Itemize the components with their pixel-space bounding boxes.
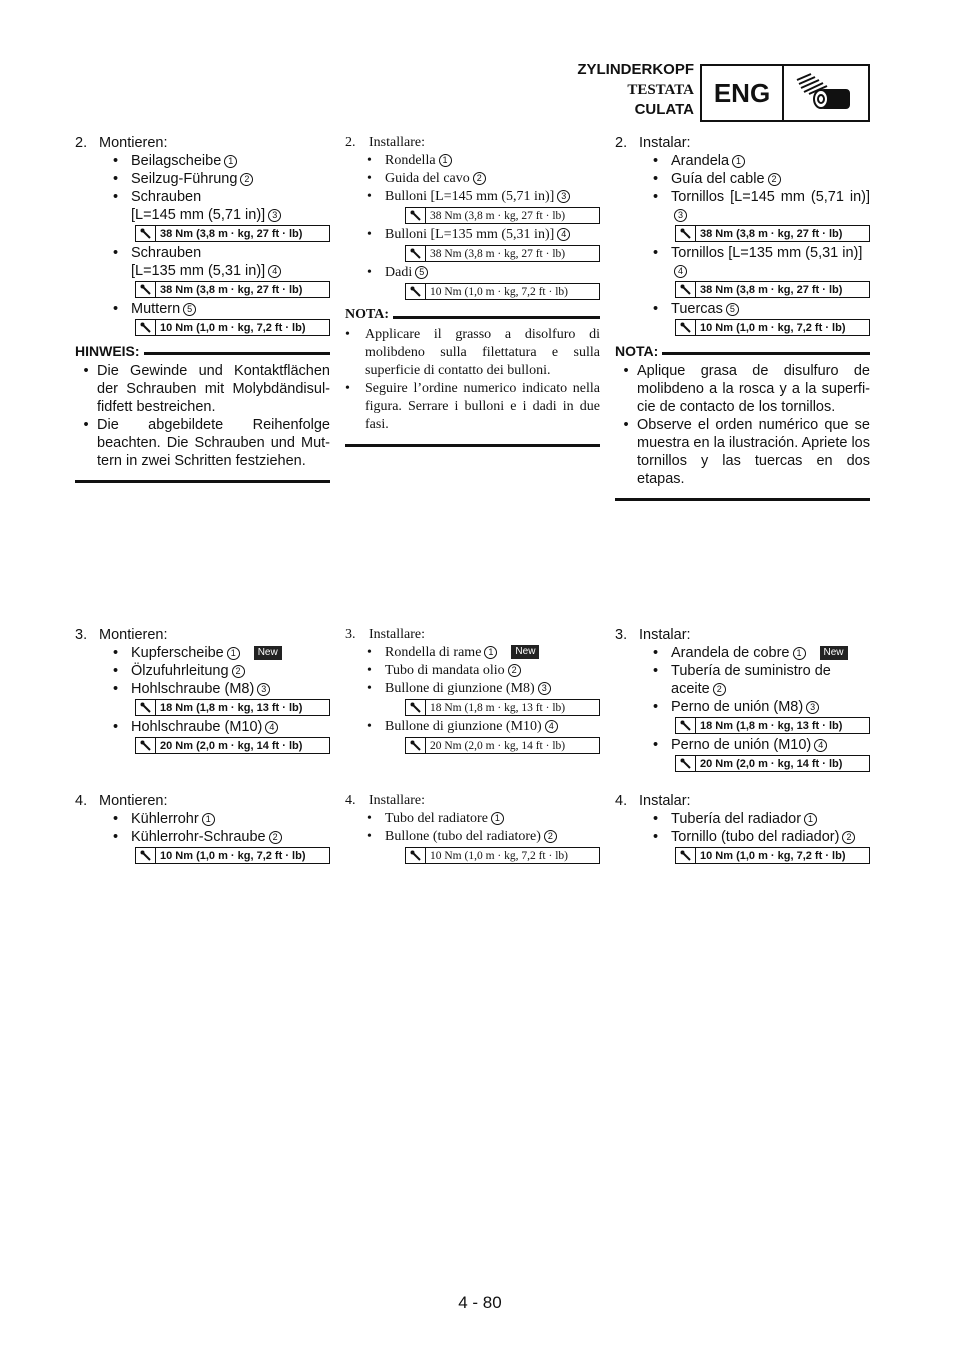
it-step-2: 2. Installare: • Rondella 1 • Guida del cavo 2 • Bulloni [L=145 mm (5,71 in)] 3 38 Nm (3,8 m · kg, 27 ft · lb) • Bulloni [L=135 mm (5,31 in)] 4 38 Nm (3,8 m · kg, 27 ft · lb) • Dadi 5 10 Nm (1,0 m · kg, 7,2 ft · lb) NOTA: • Applicare il grasso a disolfuro di molibdeno sulla filettatura e sulla superficie di contatto dei bulloni. • Seguire l’ordine numerico indicato nella figura. Serrare i bulloni e i dadi in due fasi. bbox=[345, 134, 600, 447]
callout-number: 3 bbox=[806, 701, 819, 714]
item-spec: [L=145 mm (5,71 in)] bbox=[131, 207, 266, 223]
item-label: Beilagscheibe bbox=[131, 153, 222, 169]
title-es: CULATA bbox=[634, 101, 694, 118]
callout-number: 1 bbox=[439, 154, 452, 167]
torque-spec: 20 Nm (2,0 m · kg, 14 ft · lb) bbox=[135, 737, 330, 754]
new-badge: New bbox=[511, 645, 539, 659]
callout-number: 3 bbox=[268, 209, 281, 222]
wrench-icon bbox=[406, 848, 426, 863]
torque-spec: 38 Nm (3,8 m · kg, 27 ft · lb) bbox=[675, 225, 870, 242]
item-label: Bulloni [L=145 mm (5,71 in)] bbox=[385, 189, 555, 204]
new-badge: New bbox=[820, 646, 848, 660]
step-title: Instalar: bbox=[639, 627, 691, 643]
note-item: Die abgebildete Reihenfolge beachten. Die Schrauben und Mut-tern in zwei Schritten festziehen. bbox=[97, 417, 330, 469]
callout-number: 3 bbox=[557, 190, 570, 203]
wrench-icon bbox=[406, 208, 426, 223]
callout-number: 1 bbox=[793, 647, 806, 660]
es-step-2: 2. Instalar: • Arandela 1 • Guía del cable 2 • Tornillos [L=145 mm (5,71 in)]3 38 Nm (3,8 m · kg, 27 ft · lb) • Tornillos [L=135 mm (5,31 in)]4 38 Nm (3,8 m · kg, 27 ft · lb) • Tuercas 5 10 Nm (1,0 m · kg, 7,2 ft · lb) NOTA: • Aplique grasa de disulfuro de molibdeno a la rosca y a la superfi-cie de contacto de los tornillos. • Observe el orden numérico que se muestra en la ilustración. Apriete los tornillos y las tuercas en dos etapas. bbox=[615, 134, 870, 501]
torque-spec: 20 Nm (2,0 m · kg, 14 ft · lb) bbox=[405, 737, 600, 754]
torque-spec: 18 Nm (1,8 m · kg, 13 ft · lb) bbox=[135, 699, 330, 716]
torque-spec: 10 Nm (1,0 m · kg, 7,2 ft · lb) bbox=[405, 847, 600, 864]
page-number: 4 - 80 bbox=[458, 1293, 502, 1312]
step-number: 4. bbox=[345, 793, 356, 808]
wrench-icon bbox=[406, 700, 426, 715]
callout-number: 4 bbox=[814, 739, 827, 752]
item-label: Ölzufuhrleitung bbox=[131, 663, 229, 679]
item-label: Perno de unión (M8) bbox=[671, 699, 804, 715]
torque-spec: 38 Nm (3,8 m · kg, 27 ft · lb) bbox=[405, 245, 600, 262]
item-label: Tubo di mandata olio bbox=[385, 663, 505, 678]
callout-number: 4 bbox=[674, 265, 687, 278]
page-header bbox=[560, 60, 870, 122]
item-label: Arandela bbox=[671, 153, 730, 169]
callout-number: 1 bbox=[491, 812, 504, 825]
step-title: Instalar: bbox=[639, 135, 691, 151]
item-label: Rondella di rame bbox=[385, 645, 482, 660]
note-item: Aplique grasa de disulfuro de molibdeno a la rosca y a la superfi-cie de contacto de los tornillos. bbox=[637, 363, 870, 415]
callout-number: 4 bbox=[545, 720, 558, 733]
step-title: Montieren: bbox=[99, 627, 168, 643]
torque-spec: 38 Nm (3,8 m · kg, 27 ft · lb) bbox=[405, 207, 600, 224]
note-box: NOTA: • Applicare il grasso a disolfuro di molibdeno sulla filettatura e sulla superficie di contatto dei bulloni. • Seguire l’ordine numerico indicato nella figura. Serrare i bulloni e i dadi in due fasi. bbox=[345, 306, 600, 447]
section-titles bbox=[577, 60, 694, 120]
note-heading: NOTA: bbox=[345, 307, 390, 322]
step-number: 3. bbox=[615, 627, 628, 643]
it-step-4: 4. Installare: • Tubo del radiatore 1 • Bullone (tubo del radiatore) 2 10 Nm (1,0 m · kg, 7,2 ft · lb) bbox=[345, 792, 600, 866]
item-label: Seilzug-Führung bbox=[131, 171, 238, 187]
wrench-icon bbox=[406, 284, 426, 299]
item-label: Tubo del radiatore bbox=[385, 811, 488, 826]
item-label: Kühlerrohr bbox=[131, 811, 199, 827]
title-de: ZYLINDERKOPF bbox=[577, 61, 694, 78]
note-heading: NOTA: bbox=[615, 343, 659, 359]
item-label: Tuercas bbox=[671, 301, 723, 317]
callout-number: 1 bbox=[224, 155, 237, 168]
callout-number: 3 bbox=[674, 209, 687, 222]
it-step-3: 3. Installare: • Rondella di rame 1 New • Tubo di mandata olio 2 • Bullone di giunzione (M8) 3 18 Nm (1,8 m · kg, 13 ft · lb) • Bullone di giunzione (M10) 4 20 Nm (2,0 m · kg, 14 ft · lb) bbox=[345, 626, 600, 756]
item-label: Kupferscheibe bbox=[131, 645, 224, 661]
callout-number: 2 bbox=[269, 831, 282, 844]
note-item: Observe el orden numérico que se muestra en la ilustración. Apriete los tornillos y las tuercas en dos etapas. bbox=[637, 417, 870, 487]
callout-number: 1 bbox=[227, 647, 240, 660]
item-label: Rondella bbox=[385, 153, 436, 168]
step-number: 3. bbox=[345, 627, 356, 642]
item-label: Bulloni [L=135 mm (5,31 in)] bbox=[385, 227, 555, 242]
wrench-icon bbox=[136, 226, 156, 241]
step-number: 2. bbox=[345, 135, 356, 150]
item-label: Tornillos [L=135 mm (5,31 in)] bbox=[671, 245, 863, 261]
wrench-icon bbox=[136, 282, 156, 297]
callout-number: 3 bbox=[257, 683, 270, 696]
title-it: TESTATA bbox=[627, 82, 694, 98]
callout-number: 2 bbox=[842, 831, 855, 844]
section-label: ENG bbox=[702, 66, 784, 120]
callout-number: 3 bbox=[538, 682, 551, 695]
wrench-icon bbox=[406, 246, 426, 261]
note-item: Die Gewinde und Kontaktflächen der Schrauben mit Molybdändisul-fidfett bestreichen. bbox=[97, 363, 330, 415]
step-title: Montieren: bbox=[99, 135, 168, 151]
item-label: Tornillos [L=145 mm (5,71 in)] bbox=[671, 189, 870, 205]
item-label: Hohlschraube (M10) bbox=[131, 719, 263, 735]
callout-number: 4 bbox=[268, 265, 281, 278]
callout-number: 5 bbox=[415, 266, 428, 279]
note-item: Applicare il grasso a disolfuro di molibdeno sulla filettatura e sulla superficie di contatto dei bulloni. bbox=[365, 327, 600, 378]
de-step-4: 4. Montieren: • Kühlerrohr 1 • Kühlerrohr-Schraube 2 10 Nm (1,0 m · kg, 7,2 ft · lb) bbox=[75, 792, 330, 866]
callout-number: 2 bbox=[232, 665, 245, 678]
callout-number: 2 bbox=[240, 173, 253, 186]
torque-spec: 10 Nm (1,0 m · kg, 7,2 ft · lb) bbox=[135, 319, 330, 336]
wrench-icon bbox=[676, 756, 696, 771]
wrench-icon bbox=[676, 320, 696, 335]
torque-spec: 20 Nm (2,0 m · kg, 14 ft · lb) bbox=[675, 755, 870, 772]
wrench-icon bbox=[136, 700, 156, 715]
wrench-icon bbox=[676, 848, 696, 863]
item-label: Schrauben bbox=[131, 189, 202, 205]
engine-icon bbox=[784, 66, 868, 120]
step-title: Installare: bbox=[369, 135, 425, 150]
item-label: Guía del cable bbox=[671, 171, 765, 187]
callout-number: 2 bbox=[473, 172, 486, 185]
callout-number: 1 bbox=[804, 813, 817, 826]
torque-spec: 38 Nm (3,8 m · kg, 27 ft · lb) bbox=[135, 225, 330, 242]
torque-spec: 10 Nm (1,0 m · kg, 7,2 ft · lb) bbox=[675, 319, 870, 336]
wrench-icon bbox=[676, 718, 696, 733]
new-badge: New bbox=[254, 646, 282, 660]
callout-number: 4 bbox=[265, 721, 278, 734]
section-tab bbox=[700, 64, 870, 122]
wrench-icon bbox=[136, 738, 156, 753]
step-title: Instalar: bbox=[639, 793, 691, 809]
item-label: Tornillo (tubo del radiador) bbox=[671, 829, 840, 845]
callout-number: 2 bbox=[768, 173, 781, 186]
callout-number: 2 bbox=[544, 830, 557, 843]
step-title: Montieren: bbox=[99, 793, 168, 809]
callout-number: 1 bbox=[202, 813, 215, 826]
note-heading: HINWEIS: bbox=[75, 343, 140, 359]
item-label: Bullone di giunzione (M10) bbox=[385, 719, 542, 734]
step-title: Installare: bbox=[369, 627, 425, 642]
callout-number: 2 bbox=[508, 664, 521, 677]
item-label: Dadi bbox=[385, 265, 413, 280]
item-label: Muttern bbox=[131, 301, 181, 317]
step-number: 4. bbox=[615, 793, 628, 809]
es-step-3: 3. Instalar: • Arandela de cobre 1 New • Tubería de suministro de aceite 2 • Perno de unión (M8) 3 18 Nm (1,8 m · kg, 13 ft · lb) • Perno de unión (M10) 4 20 Nm (2,0 m · kg, 14 ft · lb) bbox=[615, 626, 870, 774]
torque-spec: 38 Nm (3,8 m · kg, 27 ft · lb) bbox=[675, 281, 870, 298]
de-step-2: 2. Montieren: • Beilagscheibe 1 • Seilzug-Führung 2 • Schrauben [L=145 mm (5,71 in)] 3 38 Nm (3,8 m · kg, 27 ft · lb) • Schrauben [L=135 mm (5,31 in)] 4 38 Nm (3,8 m · kg, 27 ft · lb) • Muttern 5 10 Nm (1,0 m · kg, 7,2 ft · lb) HINWEIS: • Die Gewinde und Kontaktflächen der Schrauben mit Molybdändisul-fidfett bestreichen. • Die abgebildete Reihenfolge beachten. Die Schrauben und Mut-tern in zwei Schritten festziehen. bbox=[75, 134, 330, 483]
es-step-4: 4. Instalar: • Tubería del radiador 1 • Tornillo (tubo del radiador) 2 10 Nm (1,0 m · kg, 7,2 ft · lb) bbox=[615, 792, 870, 866]
torque-spec: 38 Nm (3,8 m · kg, 27 ft · lb) bbox=[135, 281, 330, 298]
callout-number: 1 bbox=[732, 155, 745, 168]
step-number: 3. bbox=[75, 627, 88, 643]
item-label: Guida del cavo bbox=[385, 171, 470, 186]
item-label: Tubería de suministro de aceite bbox=[671, 663, 831, 697]
torque-spec: 18 Nm (1,8 m · kg, 13 ft · lb) bbox=[675, 717, 870, 734]
torque-spec: 10 Nm (1,0 m · kg, 7,2 ft · lb) bbox=[405, 283, 600, 300]
item-label: Bullone di giunzione (M8) bbox=[385, 681, 535, 696]
callout-number: 2 bbox=[713, 683, 726, 696]
item-label: Hohlschraube (M8) bbox=[131, 681, 255, 697]
note-box: HINWEIS: • Die Gewinde und Kontaktflächen der Schrauben mit Molybdändisul-fidfett bestreichen. • Die abgebildete Reihenfolge beachten. Die Schrauben und Mut-tern in zwei Schritten festziehen. bbox=[75, 342, 330, 483]
de-step-3: 3. Montieren: • Kupferscheibe 1 New • Ölzufuhrleitung 2 • Hohlschraube (M8) 3 18 Nm (1,8 m · kg, 13 ft · lb) • Hohlschraube (M10) 4 20 Nm (2,0 m · kg, 14 ft · lb) bbox=[75, 626, 330, 756]
step-number: 2. bbox=[75, 135, 88, 151]
callout-number: 4 bbox=[557, 228, 570, 241]
wrench-icon bbox=[676, 282, 696, 297]
note-box: NOTA: • Aplique grasa de disulfuro de molibdeno a la rosca y a la superfi-cie de contacto de los tornillos. • Observe el orden numérico que se muestra en la ilustración. Apriete los tornillos y las tuercas en dos etapas. bbox=[615, 342, 870, 501]
item-label: Tubería del radiador bbox=[671, 811, 802, 827]
item-label: Perno de unión (M10) bbox=[671, 737, 812, 753]
item-label: Kühlerrohr-Schraube bbox=[131, 829, 266, 845]
step-number: 4. bbox=[75, 793, 88, 809]
torque-spec: 10 Nm (1,0 m · kg, 7,2 ft · lb) bbox=[135, 847, 330, 864]
item-label: Arandela de cobre bbox=[671, 645, 790, 661]
callout-number: 5 bbox=[726, 303, 739, 316]
torque-spec: 10 Nm (1,0 m · kg, 7,2 ft · lb) bbox=[675, 847, 870, 864]
callout-number: 1 bbox=[484, 646, 497, 659]
callout-number: 5 bbox=[183, 303, 196, 316]
wrench-icon bbox=[136, 320, 156, 335]
step-number: 2. bbox=[615, 135, 628, 151]
item-spec: [L=135 mm (5,31 in)] bbox=[131, 263, 266, 279]
wrench-icon bbox=[406, 738, 426, 753]
step-title: Installare: bbox=[369, 793, 425, 808]
note-item: Seguire l’ordine numerico indicato nella figura. Serrare i bulloni e i dadi in due fasi. bbox=[365, 381, 600, 432]
item-label: Schrauben bbox=[131, 245, 202, 261]
item-label: Bullone (tubo del radiatore) bbox=[385, 829, 541, 844]
wrench-icon bbox=[136, 848, 156, 863]
wrench-icon bbox=[676, 226, 696, 241]
torque-spec: 18 Nm (1,8 m · kg, 13 ft · lb) bbox=[405, 699, 600, 716]
